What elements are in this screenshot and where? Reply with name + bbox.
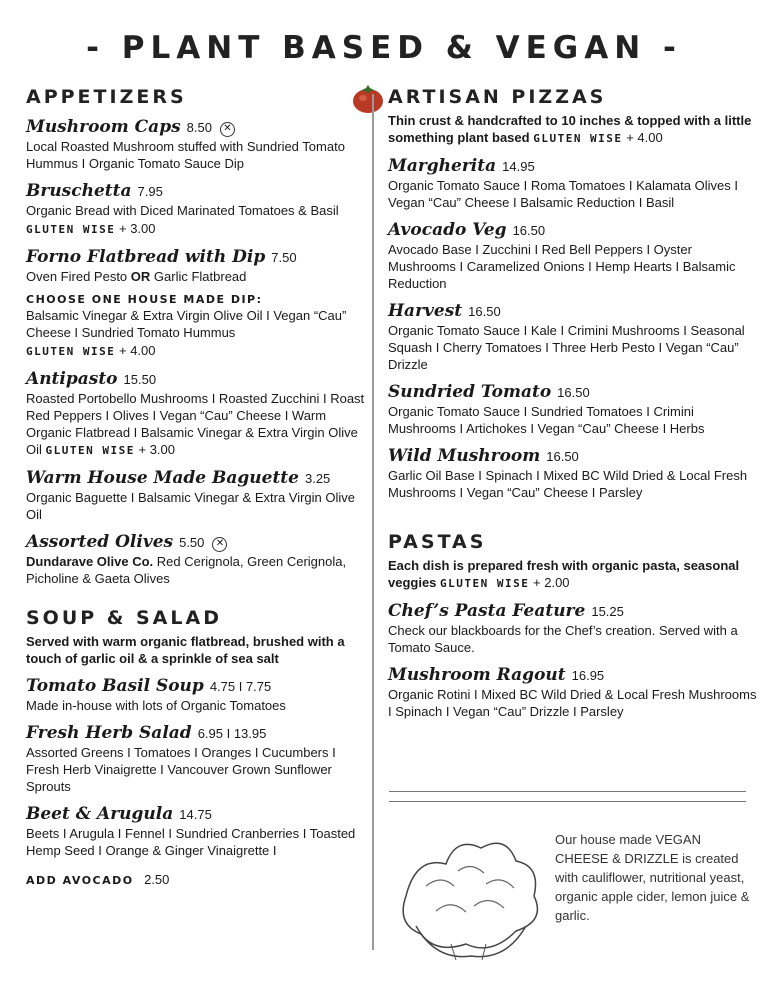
item-desc: Local Roasted Mushroom stuffed with Sundried Tomato Hummus I Organic Tomato Sauce Dip	[26, 139, 345, 171]
right-column	[388, 86, 758, 720]
item-desc: Organic Tomato Sauce I Sundried Tomatoes I Crimini Mushrooms I Artichokes I Vegan “Cau” Cheese I Herbs	[388, 404, 705, 436]
item-desc-or: OR	[130, 269, 151, 284]
menu-item	[388, 446, 758, 501]
item-name: Chef’s Pasta Feature	[388, 601, 586, 621]
menu-item	[388, 382, 758, 437]
gluten-wise-price: + 4.00	[626, 130, 663, 145]
item-price: 8.50	[186, 120, 212, 135]
addon-price: 2.50	[144, 872, 170, 887]
item-desc: Organic Tomato Sauce I Kale I Crimini Mushrooms I Seasonal Squash I Cherry Tomatoes I Three Herb Pesto I Vegan “Cau” Drizzle	[388, 323, 745, 372]
vegan-cheese-note: Our house made VEGAN CHEESE & DRIZZLE is created with cauliflower, nutritional yeast, organic apple cider, lemon juice & garlic.	[555, 832, 750, 923]
pastas-intro: Each dish is prepared fresh with organic pasta, seasonal veggies	[388, 558, 740, 590]
column-divider	[372, 94, 374, 950]
pizzas-intro: Thin crust & handcrafted to 10 inches & topped with a little something plant based	[388, 113, 752, 145]
gluten-wise-label: GLUTEN WISE	[440, 577, 530, 590]
gluten-wise-price: + 3.00	[118, 221, 156, 236]
item-desc: Organic Tomato Sauce I Roma Tomatoes I Kalamata Olives I Vegan “Cau” Cheese I Balsamic Reduction I Basil	[388, 178, 738, 210]
item-desc: Garlic Oil Base I Spinach I Mixed BC Wild Dried & Local Fresh Mushrooms I Vegan “Cau” Cheese I Parsley	[388, 468, 748, 500]
item-name: Avocado Veg	[388, 220, 507, 240]
item-price: 14.95	[502, 159, 535, 174]
menu-item	[388, 301, 758, 373]
menu-item	[388, 220, 758, 292]
pizzas-heading: ARTISAN PIZZAS	[388, 86, 607, 108]
menu-item	[26, 117, 371, 172]
item-desc: Organic Rotini I Mixed BC Wild Dried & Local Fresh Mushrooms I Spinach I Vegan “Cau” Drizzle I Parsley	[388, 687, 757, 719]
gf-circle-icon: ✕	[220, 122, 235, 137]
item-price: 16.95	[571, 668, 605, 683]
menu-item	[26, 804, 371, 859]
divider-line	[389, 791, 746, 792]
item-name: Antipasto	[26, 369, 118, 389]
item-name: Assorted Olives	[26, 532, 174, 552]
menu-item	[26, 532, 371, 587]
item-name: Wild Mushroom	[388, 446, 541, 466]
item-price: 4.75 I 7.75	[209, 679, 272, 694]
menu-item	[388, 601, 758, 656]
item-desc: Garlic Flatbread	[153, 269, 247, 284]
item-price: 7.50	[271, 250, 297, 265]
item-price: 16.50	[546, 449, 579, 464]
item-desc: Avocado Base I Zucchini I Red Bell Peppers I Oyster Mushrooms I Caramelized Onions I Hemp Hearts I Balsamic Reduction	[388, 242, 736, 291]
dip-options: Balsamic Vinegar & Extra Virgin Olive Oil I Vegan “Cau” Cheese I Sundried Tomato Hummus	[26, 308, 347, 340]
item-price: 3.25	[304, 471, 331, 486]
gluten-wise-price: + 4.00	[118, 343, 156, 358]
item-name: Bruschetta	[26, 181, 132, 201]
left-column	[26, 86, 371, 889]
gluten-wise-price: + 3.00	[138, 442, 176, 457]
choose-dip-label: CHOOSE ONE HOUSE MADE DIP:	[26, 293, 263, 306]
olive-brand: Dundarave Olive Co.	[26, 554, 154, 569]
gluten-wise-label: GLUTEN WISE	[26, 345, 116, 358]
gluten-wise-price: + 2.00	[533, 575, 570, 590]
addon-label: ADD AVOCADO	[26, 874, 134, 887]
item-name: Forno Flatbread with Dip	[26, 247, 266, 267]
item-name: Warm House Made Baguette	[26, 468, 299, 488]
item-price: 14.75	[179, 807, 212, 822]
item-name: Tomato Basil Soup	[26, 676, 204, 696]
item-name: Mushroom Ragout	[388, 665, 566, 685]
item-price: 16.50	[468, 304, 501, 319]
gluten-wise-label: GLUTEN WISE	[45, 444, 135, 457]
menu-item	[26, 723, 371, 795]
item-desc: Organic Bread with Diced Marinated Tomatoes & Basil	[26, 203, 339, 218]
divider-line	[389, 801, 746, 802]
menu-item	[26, 468, 371, 523]
gluten-wise-label: GLUTEN WISE	[26, 223, 116, 236]
item-name: Fresh Herb Salad	[26, 723, 192, 743]
item-desc: Oven Fired Pesto	[26, 269, 128, 284]
avocado-addon	[26, 871, 371, 889]
item-price: 7.95	[137, 184, 163, 199]
pastas-heading: PASTAS	[388, 531, 487, 553]
item-desc: Made in-house with lots of Organic Tomatoes	[26, 698, 286, 713]
item-price: 16.50	[557, 385, 590, 400]
item-desc: Assorted Greens I Tomatoes I Oranges I Cucumbers I Fresh Herb Vinaigrette I Vancouver Grown Sunflower Sprouts	[26, 745, 336, 794]
item-desc: Roasted Portobello Mushrooms I Roasted Zucchini I Roast Red Peppers I Olives I Vegan “Cau” Cheese I Warm Organic Flatbread I Balsamic Vinegar & Extra Virgin Olive Oil	[26, 391, 365, 457]
page-title: - PLANT BASED & VEGAN -	[86, 30, 682, 66]
menu-item	[388, 156, 758, 211]
item-name: Beet & Arugula	[26, 804, 174, 824]
item-price: 15.50	[123, 372, 157, 387]
appetizers-heading: APPETIZERS	[26, 86, 187, 108]
item-price: 16.50	[512, 223, 546, 238]
menu-item	[26, 247, 371, 360]
item-name: Margherita	[388, 156, 497, 176]
item-price: 5.50	[179, 535, 205, 550]
item-name: Mushroom Caps	[26, 117, 181, 137]
menu-item	[26, 676, 371, 714]
menu-item	[26, 369, 371, 459]
menu-item	[388, 665, 758, 720]
item-desc: Check our blackboards for the Chef’s creation. Served with a Tomato Sauce.	[388, 623, 738, 655]
item-desc: Organic Baguette I Balsamic Vinegar & Extra Virgin Olive Oil	[26, 490, 356, 522]
soup-salad-intro: Served with warm organic flatbread, brushed with a touch of garlic oil & a sprinkle of sea salt	[26, 634, 345, 666]
item-desc: Red Cerignola, Green Cerignola, Picholine & Gaeta Olives	[26, 554, 347, 586]
item-name: Harvest	[388, 301, 463, 321]
gf-circle-icon: ✕	[212, 537, 227, 552]
item-price: 15.25	[591, 604, 624, 619]
soup-salad-heading: SOUP & SALAD	[26, 607, 222, 629]
item-price: 6.95 I 13.95	[197, 726, 267, 741]
item-name: Sundried Tomato	[388, 382, 552, 402]
menu-item	[26, 181, 371, 238]
cauliflower-illustration	[396, 826, 544, 962]
item-desc: Beets I Arugula I Fennel I Sundried Cranberries I Toasted Hemp Seed I Orange & Ginger Vinaigrette I	[26, 826, 356, 858]
gluten-wise-label: GLUTEN WISE	[533, 132, 623, 145]
